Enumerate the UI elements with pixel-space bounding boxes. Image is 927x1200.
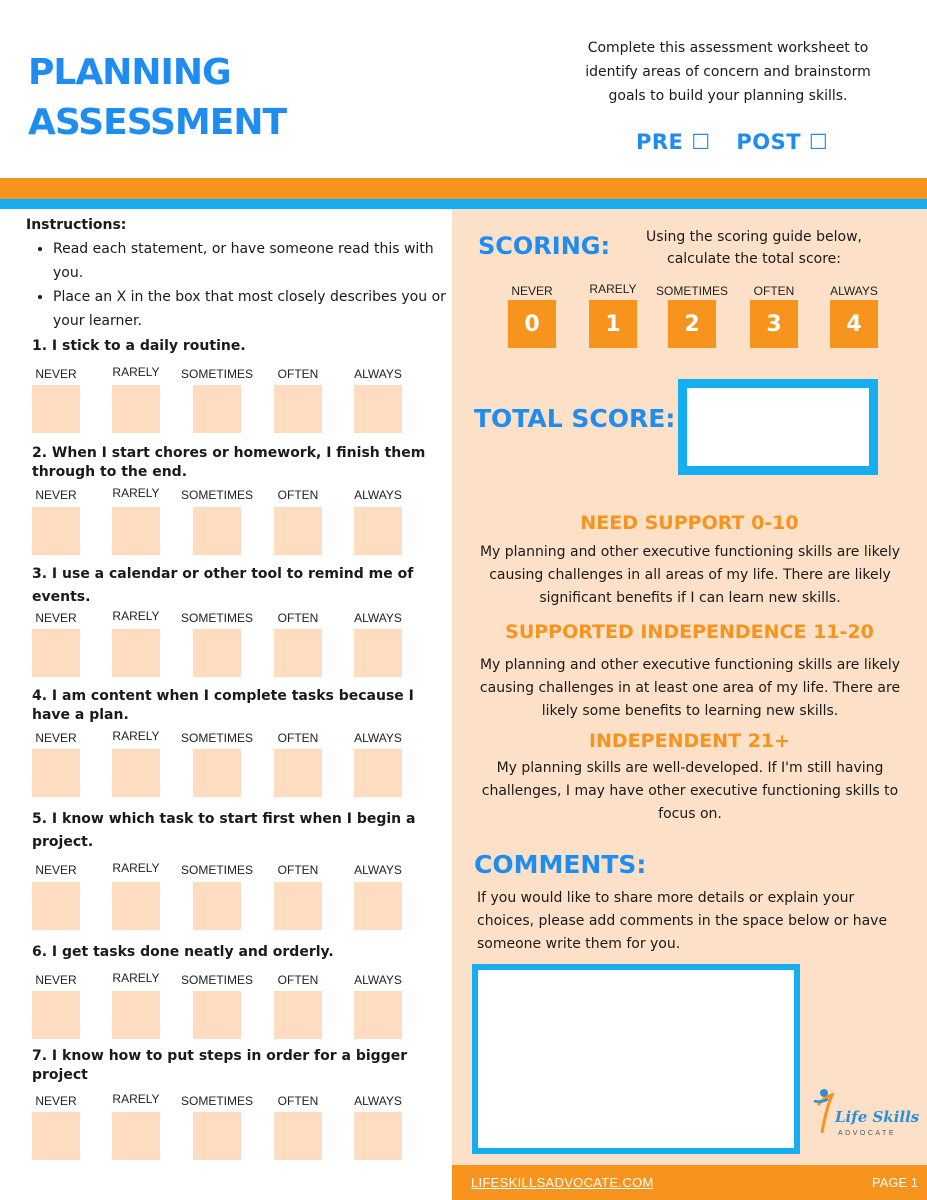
option-label: ALWAYS (354, 1094, 402, 1108)
option-label: OFTEN (277, 1094, 319, 1108)
comments-box[interactable] (472, 964, 800, 1154)
option-label: ALWAYS (354, 973, 402, 987)
question-text: 6. I get tasks done neatly and orderly. (32, 944, 334, 960)
answer-box[interactable] (193, 1112, 241, 1160)
total-score-label: TOTAL SCORE: (474, 404, 676, 433)
question-text: 4. I am content when I complete tasks because I have a plan. (32, 688, 414, 723)
page-title: PLANNING ASSESSMENT (28, 52, 287, 143)
option-label: SOMETIMES (181, 731, 254, 745)
option-label: ALWAYS (354, 367, 402, 381)
question-text: 3. I use a calendar or other tool to remind me of events. (32, 566, 414, 605)
option-label: ALWAYS (354, 863, 402, 877)
option-label: NEVER (35, 973, 77, 987)
answer-box[interactable] (193, 749, 241, 797)
answer-box[interactable] (193, 882, 241, 930)
option-label: OFTEN (277, 731, 319, 745)
option-label: OFTEN (277, 611, 319, 625)
answer-box[interactable] (32, 507, 80, 555)
answer-box[interactable] (274, 882, 322, 930)
post-checkbox[interactable]: POST ☐ (736, 130, 829, 154)
option-label: NEVER (35, 367, 77, 381)
level-title-need-support: NEED SUPPORT 0-10 (580, 512, 799, 534)
option-label: RARELY (112, 609, 160, 623)
question-text: 5. I know which task to start first when I begin a project. (32, 811, 416, 850)
answer-box[interactable] (193, 385, 241, 433)
level-desc-supported-independence: My planning and other executive functioning skills are likely causing challenges in at least one area of my life. There are likely some benefits to learning new skills. (479, 657, 901, 719)
option-label: ALWAYS (354, 731, 402, 745)
option-label: RARELY (112, 729, 160, 743)
instruction-item: • Read each statement, or have someone read this with you. (53, 237, 446, 285)
answer-box[interactable] (112, 991, 160, 1039)
level-title-supported-independence: SUPPORTED INDEPENDENCE 11-20 (505, 621, 874, 643)
answer-box[interactable] (32, 385, 80, 433)
answer-box[interactable] (112, 507, 160, 555)
instructions-list (53, 237, 446, 333)
header-band-orange (0, 178, 927, 199)
answer-box[interactable] (354, 385, 402, 433)
option-label: SOMETIMES (181, 973, 254, 987)
option-label: NEVER (35, 611, 77, 625)
option-label: SOMETIMES (181, 1094, 254, 1108)
answer-box[interactable] (112, 749, 160, 797)
answer-box[interactable] (193, 629, 241, 677)
scoring-title: SCORING: (478, 232, 611, 260)
option-label: OFTEN (277, 488, 319, 502)
answer-box[interactable] (32, 749, 80, 797)
pre-post-selector (636, 130, 846, 154)
question-text: 2. When I start chores or homework, I finish them through to the end. (32, 445, 426, 480)
answer-box[interactable] (32, 882, 80, 930)
answer-box[interactable] (193, 991, 241, 1039)
score-value-box: 2 (668, 300, 716, 348)
option-label: ALWAYS (354, 611, 402, 625)
answer-box[interactable] (274, 991, 322, 1039)
answer-box[interactable] (274, 749, 322, 797)
option-label: RARELY (112, 861, 160, 875)
option-label: RARELY (112, 1092, 160, 1106)
answer-box[interactable] (112, 629, 160, 677)
answer-box[interactable] (32, 991, 80, 1039)
intro-text: Complete this assessment worksheet to identify areas of concern and brainstorm goals to build your planning skills. (585, 40, 871, 104)
option-label: RARELY (112, 365, 160, 379)
pre-checkbox[interactable]: PRE ☐ (636, 130, 711, 154)
option-label: NEVER (35, 488, 77, 502)
answer-box[interactable] (112, 882, 160, 930)
option-label: RARELY (112, 486, 160, 500)
score-value-box: 1 (589, 300, 637, 348)
answer-box[interactable] (354, 1112, 402, 1160)
answer-box[interactable] (354, 882, 402, 930)
logo-tagline: ADVOCATE (838, 1130, 896, 1137)
answer-box[interactable] (32, 629, 80, 677)
answer-box[interactable] (112, 385, 160, 433)
instructions (26, 213, 446, 333)
question-text: 7. I know how to put steps in order for a bigger project (32, 1048, 408, 1083)
score-scale-label: ALWAYS (830, 284, 878, 298)
instructions-heading: Instructions: (26, 217, 127, 233)
option-label: RARELY (112, 971, 160, 985)
total-score-box[interactable] (678, 379, 878, 475)
score-scale-label: RARELY (589, 282, 637, 296)
answer-box[interactable] (274, 507, 322, 555)
footer-website-link[interactable]: LIFESKILLSADVOCATE.COM (471, 1175, 654, 1190)
option-label: OFTEN (277, 863, 319, 877)
answer-box[interactable] (274, 629, 322, 677)
answer-box[interactable] (274, 385, 322, 433)
comments-title: COMMENTS: (474, 850, 647, 879)
level-title-independent: INDEPENDENT 21+ (588, 730, 791, 752)
score-value-box: 0 (508, 300, 556, 348)
header-band-blue (0, 199, 927, 209)
option-label: OFTEN (277, 367, 319, 381)
instruction-item: • Place an X in the box that most closely describes you or your learner. (53, 285, 446, 333)
option-label: NEVER (35, 731, 77, 745)
option-label: SOMETIMES (181, 488, 254, 502)
option-label: NEVER (35, 1094, 77, 1108)
option-label: OFTEN (277, 973, 319, 987)
score-value-box: 3 (750, 300, 798, 348)
option-label: SOMETIMES (181, 863, 254, 877)
level-desc-independent: My planning skills are well-developed. If I'm still having challenges, I may have other executive functioning skills to focus on. (481, 760, 899, 822)
scoring-description: Using the scoring guide below, calculate the total score: (646, 229, 862, 267)
answer-box[interactable] (354, 749, 402, 797)
option-label: SOMETIMES (181, 611, 254, 625)
question-text: 1. I stick to a daily routine. (32, 338, 246, 354)
score-scale-label: OFTEN (753, 284, 795, 298)
page-number: PAGE 1 (872, 1175, 919, 1190)
score-value-box: 4 (830, 300, 878, 348)
score-scale-label: SOMETIMES (655, 284, 728, 298)
answer-box[interactable] (112, 1112, 160, 1160)
comments-description: If you would like to share more details or explain your choices, please add comments in the space below or have someone write them for you. (477, 890, 888, 952)
level-desc-need-support: My planning and other executive functioning skills are likely causing challenges in all areas of my life. There are likely significant benefits if I can learn new skills. (479, 544, 901, 606)
option-label: ALWAYS (354, 488, 402, 502)
logo-name: Life Skills (835, 1108, 920, 1126)
option-label: SOMETIMES (181, 367, 254, 381)
answer-box[interactable] (274, 1112, 322, 1160)
answer-box[interactable] (193, 507, 241, 555)
answer-box[interactable] (32, 1112, 80, 1160)
answer-box[interactable] (354, 507, 402, 555)
option-label: NEVER (35, 863, 77, 877)
score-scale-label: NEVER (511, 284, 553, 298)
answer-box[interactable] (354, 629, 402, 677)
answer-box[interactable] (354, 991, 402, 1039)
